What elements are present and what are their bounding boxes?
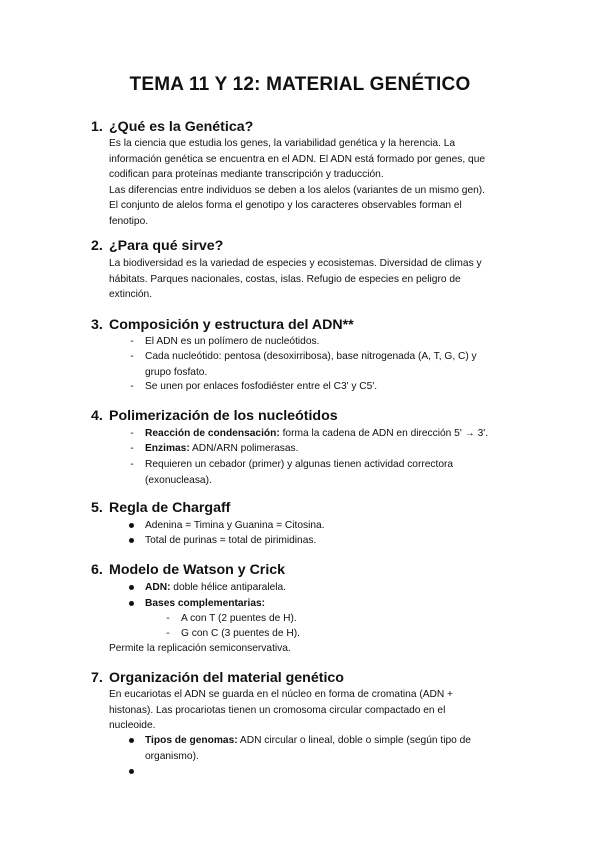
- page-title: TEMA 11 Y 12: MATERIAL GENÉTICO: [129, 74, 471, 95]
- list-item: - Cada nucleótido: pentosa (desoxirribosa), base nitrogenada (A, T, G, C) y grupo fosfato.: [130, 351, 477, 378]
- section-4-heading: 4. Polimerización de los nucleótidos: [91, 408, 338, 424]
- list-item: - Se unen por enlaces fosfodiéster entre el C3' y C5'.: [130, 381, 378, 392]
- list-item: - Enzimas: ADN/ARN polimerasas.: [130, 443, 299, 454]
- list-item: - A con T (2 puentes de H).: [166, 613, 297, 624]
- section-6-heading: 6. Modelo de Watson y Crick: [91, 562, 286, 578]
- list-item: - G con C (3 puentes de H).: [166, 628, 300, 639]
- section-1-heading: 1. ¿Qué es la Genética?: [91, 119, 254, 135]
- list-item: - Reacción de condensación: forma la cadena de ADN en dirección 5' → 3'.: [130, 428, 489, 439]
- section-2-paragraph: La biodiversidad es la variedad de especies y ecosistemas. Diversidad de climas y hábitats. Parques nacionales, costas, islas. Refugio de especies en peligro de extinción.: [109, 258, 482, 300]
- section-7-heading: 7. Organización del material genético: [91, 670, 344, 686]
- list-item: ADN: doble hélice antiparalela.: [145, 582, 287, 593]
- list-item: Adenina = Timina y Guanina = Citosina.: [145, 520, 325, 531]
- list-item: Total de purinas = total de pirimidinas.: [145, 535, 317, 546]
- section-2-heading: 2. ¿Para qué sirve?: [91, 238, 224, 254]
- section-5-heading: 5. Regla de Chargaff: [91, 500, 231, 516]
- section-6-footer: Permite la replicación semiconservativa.: [109, 643, 291, 654]
- section-1-paragraph: Es la ciencia que estudia los genes, la variabilidad genética y la herencia. La información genética se encuentra en el ADN. El ADN está formado por genes, que codifican para proteínas mediante transcripción y traducción. Las diferencias entre individuos se deben a los alelos (variantes de un mismo gen). El conjunto de alelos forma el genotipo y los caracteres observables forman el fenotipo.: [109, 138, 486, 227]
- list-item: Bases complementarias:: [145, 598, 266, 609]
- section-3-heading: 3. Composición y estructura del ADN**: [91, 317, 354, 333]
- list-item: - El ADN es un polímero de nucleótidos.: [130, 336, 320, 347]
- section-7-paragraph: En eucariotas el ADN se guarda en el núcleo en forma de cromatina (ADN + histonas). Las procariotas tienen un cromosoma circular compactado en el nucleoide.: [109, 689, 454, 731]
- list-item: Tipos de genomas: ADN circular o lineal, doble o simple (según tipo de organismo).: [145, 735, 471, 762]
- list-item: - Requieren un cebador (primer) y algunas tienen actividad correctora (exonucleasa).: [130, 459, 454, 486]
